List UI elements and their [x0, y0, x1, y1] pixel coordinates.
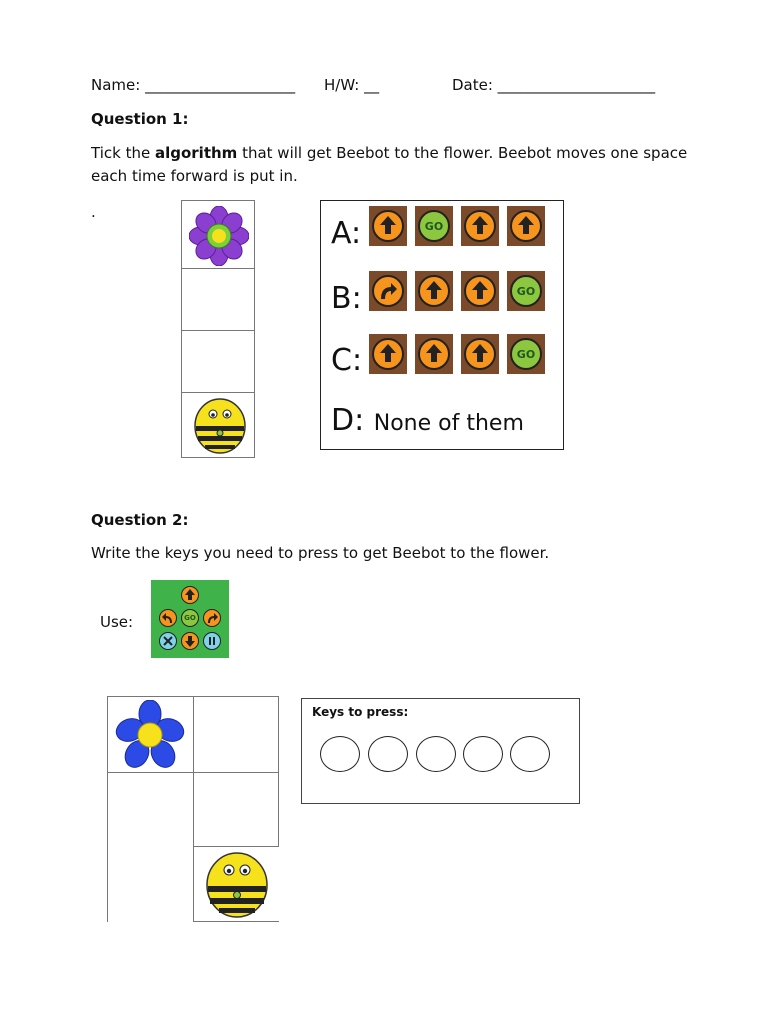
- answer-slot-3[interactable]: [416, 736, 456, 772]
- keypad-clear-icon: [159, 632, 177, 650]
- option-c-letter: C:: [331, 343, 363, 378]
- question1-instruction-bold: algorithm: [154, 144, 238, 162]
- option-d-text: None of them: [373, 411, 524, 436]
- keypad-backward-icon: [181, 632, 199, 650]
- option-b-key-4: [507, 271, 545, 311]
- forward-arrow-icon: [512, 212, 540, 240]
- name-field-label: Name: ____________________: [91, 76, 296, 94]
- use-label: Use:: [100, 613, 134, 631]
- beebot-icon: [205, 850, 269, 918]
- option-a-key-3: [461, 206, 499, 246]
- go-label: GO: [424, 220, 444, 233]
- option-a-letter: A:: [331, 216, 362, 251]
- forward-arrow-icon: [420, 340, 448, 368]
- option-b-key-1: [369, 271, 407, 311]
- beebot-icon: [193, 396, 247, 454]
- keypad-go-icon: [181, 609, 199, 627]
- option-d-row: [331, 404, 524, 441]
- option-b-key-3: [461, 271, 499, 311]
- answer-slot-2[interactable]: [368, 736, 408, 772]
- forward-arrow-icon: [466, 340, 494, 368]
- question2-grid: [107, 696, 279, 922]
- stray-dot: .: [91, 203, 96, 221]
- flower-icon: [189, 206, 249, 266]
- keys-to-press-box: [301, 698, 580, 804]
- question1-instruction-suffix: that will get Beebot to the flower. Beebot moves one space: [237, 144, 688, 162]
- question1-grid: [181, 200, 255, 458]
- answer-slot-1[interactable]: [320, 736, 360, 772]
- keypad-pause-icon: [203, 632, 221, 650]
- answer-slot-5[interactable]: [510, 736, 550, 772]
- option-a-key-1: [369, 206, 407, 246]
- option-d-letter: D:: [331, 403, 365, 438]
- question1-instruction-line2: each time forward is put in.: [91, 167, 298, 185]
- date-field-label: Date: _____________________: [452, 76, 656, 94]
- question1-instruction: [91, 142, 687, 164]
- option-c-key-1: [369, 334, 407, 374]
- keypad-go-label: GO: [184, 614, 196, 622]
- turn-right-arrow-icon: [374, 277, 402, 305]
- keypad-left-icon: [159, 609, 177, 627]
- option-a-key-4: [507, 206, 545, 246]
- forward-arrow-icon: [374, 340, 402, 368]
- question2-instruction: Write the keys you need to press to get Beebot to the flower.: [91, 544, 550, 562]
- go-label: GO: [516, 348, 536, 361]
- option-a-key-2: [415, 206, 453, 246]
- option-c-key-3: [461, 334, 499, 374]
- blue-flower-icon: [115, 700, 185, 770]
- hw-field-label: H/W: __: [324, 76, 380, 94]
- option-c-key-2: [415, 334, 453, 374]
- option-b-key-2: [415, 271, 453, 311]
- keypad-right-icon: [203, 609, 221, 627]
- option-c-key-4: [507, 334, 545, 374]
- question1-title: Question 1:: [91, 110, 189, 128]
- keys-to-press-label: Keys to press:: [312, 705, 409, 719]
- option-b-letter: B:: [331, 281, 362, 316]
- question2-title: Question 2:: [91, 511, 189, 529]
- forward-arrow-icon: [420, 277, 448, 305]
- keypad-forward-icon: [181, 586, 199, 604]
- answer-slot-4[interactable]: [463, 736, 503, 772]
- forward-arrow-icon: [466, 277, 494, 305]
- forward-arrow-icon: [374, 212, 402, 240]
- algorithm-options-box: [320, 200, 564, 450]
- go-label: GO: [516, 285, 536, 298]
- question1-instruction-prefix: Tick the: [91, 144, 155, 162]
- forward-arrow-icon: [466, 212, 494, 240]
- beebot-keypad: [151, 580, 229, 658]
